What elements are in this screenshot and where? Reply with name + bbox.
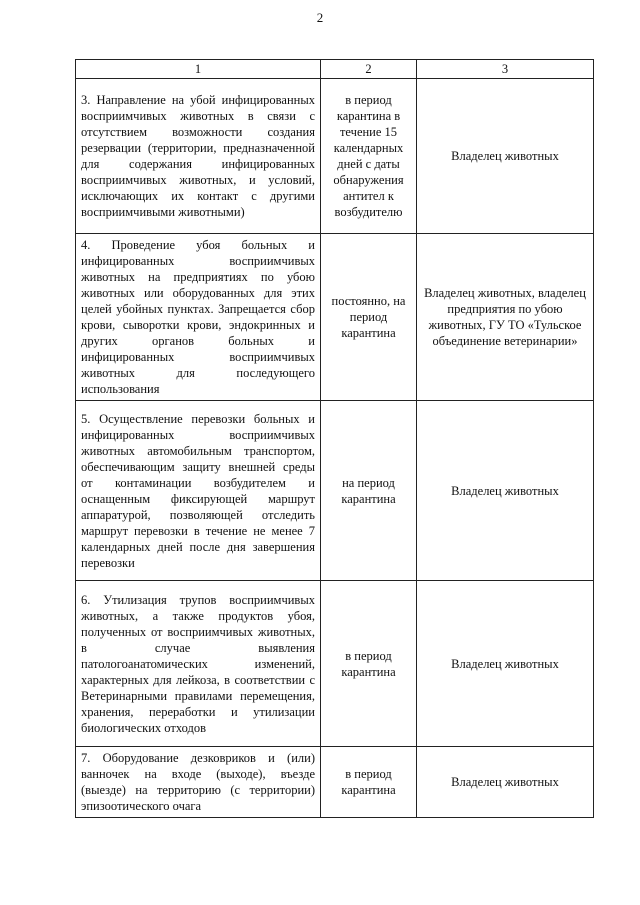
header-col-1: 1 bbox=[76, 60, 321, 79]
term-cell: на период карантина bbox=[321, 401, 417, 581]
measures-table bbox=[75, 59, 594, 818]
responsible-cell: Владелец животных bbox=[417, 79, 594, 234]
action-cell: 3. Направление на убой инфицированных восприимчивых животных в связи с отсутствием возможности создания резервации (территории, предназначенной для содержания инфицированных восприимчивых животных, и условий, исключающих их контакт с другими восприимчивыми животными) bbox=[76, 79, 321, 234]
action-cell: 5. Осуществление перевозки больных и инфицированных восприимчивых животных автомобильным транспортом, обеспечивающим защиту внешней среды от контаминации возбудителем и оснащенным фиксирующей маршрут аппаратурой, позволяющей отследить маршрут перевозки в течение не менее 7 календарных дней после дня завершения перевозки bbox=[76, 401, 321, 581]
term-cell: в период карантина bbox=[321, 747, 417, 818]
action-cell: 4. Проведение убоя больных и инфицированных восприимчивых животных на предприятиях по убою животных или оборудованных для этих целей убойных пунктах. Запрещается сбор крови, сыворотки крови, эндокринных и других органов больных и инфицированных восприимчивых животных для последующего использования bbox=[76, 234, 321, 401]
action-cell: 6. Утилизация трупов восприимчивых животных, а также продуктов убоя, полученных от восприимчивых животных, в случае выявления патологоанатомических изменений, характерных для лейкоза, в соответствии с Ветеринарными правилами перемещения, хранения, переработки и утилизации биологических отходов bbox=[76, 581, 321, 747]
term-cell: в период карантина в течение 15 календарных дней с даты обнаружения антител к возбудителю bbox=[321, 79, 417, 234]
header-col-2: 2 bbox=[321, 60, 417, 79]
table-header-row bbox=[76, 60, 594, 79]
table-row bbox=[76, 79, 594, 234]
term-cell: постоянно, на период карантина bbox=[321, 234, 417, 401]
table-row bbox=[76, 234, 594, 401]
responsible-cell: Владелец животных, владелец предприятия по убою животных, ГУ ТО «Тульское объединение ветеринарии» bbox=[417, 234, 594, 401]
table-row bbox=[76, 401, 594, 581]
responsible-cell: Владелец животных bbox=[417, 401, 594, 581]
header-col-3: 3 bbox=[417, 60, 594, 79]
table-row bbox=[76, 747, 594, 818]
term-cell: в период карантина bbox=[321, 581, 417, 747]
responsible-cell: Владелец животных bbox=[417, 747, 594, 818]
responsible-cell: Владелец животных bbox=[417, 581, 594, 747]
table-row bbox=[76, 581, 594, 747]
action-cell: 7. Оборудование дезковриков и (или) ванночек на входе (выходе), въезде (выезде) на территорию (с территории) эпизоотического очага bbox=[76, 747, 321, 818]
page-number: 2 bbox=[316, 10, 324, 25]
